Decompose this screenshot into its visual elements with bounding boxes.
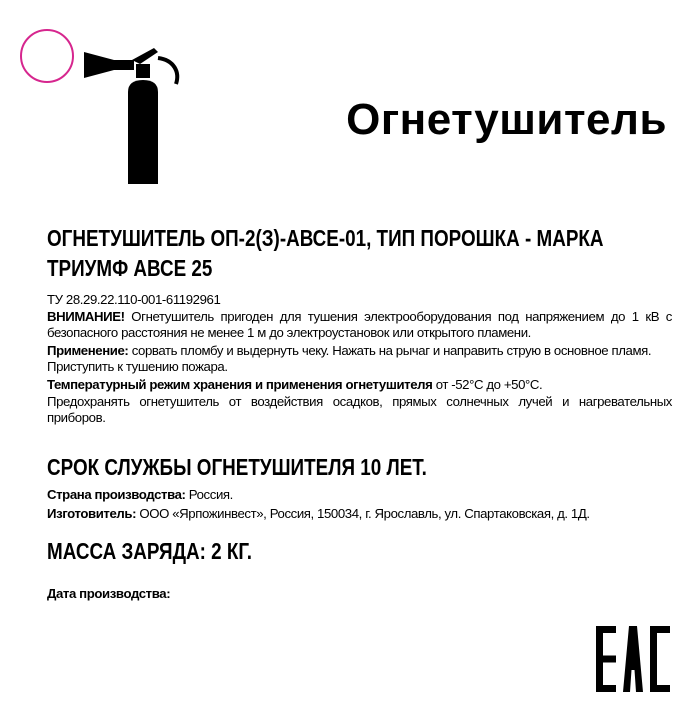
warning-text: Огнетушитель пригоден для тушения электрооборудования под напряжением до 1 кВ с безопасного расстояния не менее 1 м до электроустановок или открытого пламени. [47,309,672,340]
temperature-paragraph [47,377,672,393]
page-title: Огнетушитель [346,95,667,144]
fire-extinguisher-icon [84,42,184,184]
manufacturer-value: ООО «Ярпожинвест», Россия, 150034, г. Ярославль, ул. Спартаковская, д. 1Д. [136,506,590,521]
product-heading-line1: ОГНЕТУШИТЕЛЬ ОП-2(З)-АВСЕ-01, ТИП ПОРОШКА - МАРКА [47,225,604,251]
manufacturer-label: Изготовитель: [47,506,137,521]
usage-label: Применение: [47,343,129,358]
charge-mass-heading: МАССА ЗАРЯДА: 2 КГ. [47,538,252,564]
warning-label: ВНИМАНИЕ! [47,309,125,324]
country-line [47,487,672,503]
usage-text: сорвать пломбу и выдернуть чеку. Нажать на рычаг и направить струю в основное пламя. Приступить к тушению пожара. [47,343,652,374]
country-label: Страна производства: [47,487,186,502]
production-date-line [47,586,672,602]
temperature-label: Температурный режим хранения и применения огнетушителя [47,377,433,392]
manufacturer-line [47,506,672,522]
warning-paragraph [47,309,672,341]
service-life-heading: СРОК СЛУЖБЫ ОГНЕТУШИТЕЛЯ 10 ЛЕТ. [47,454,427,480]
marker-circle-icon [20,29,74,83]
eac-mark-icon [596,626,670,692]
usage-paragraph [47,343,672,375]
tu-number: ТУ 28.29.22.110-001-61192961 [47,292,221,307]
production-date-label: Дата производства: [47,586,171,601]
protect-paragraph: Предохранять огнетушитель от воздействия осадков, прямых солнечных лучей и нагревательных приборов. [47,394,672,425]
temperature-text: от -52°С до +50°С. [432,377,543,392]
country-value: Россия. [185,487,233,502]
product-heading-line2: ТРИУМФ АВСЕ 25 [47,255,213,281]
